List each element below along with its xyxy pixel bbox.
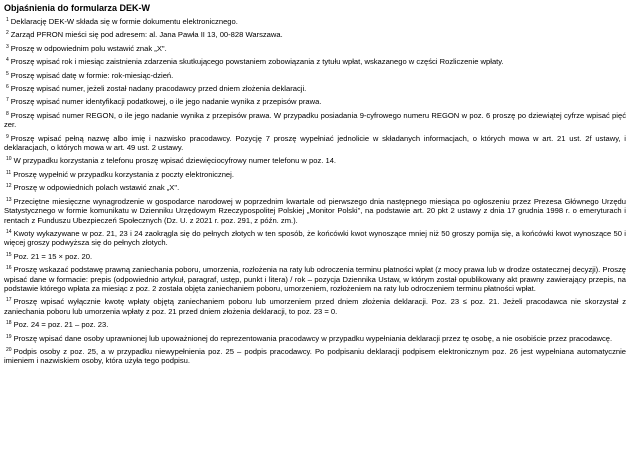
note-number: 10 — [6, 156, 12, 163]
note-text: Przeciętne miesięczne wynagrodzenie w gospodarce narodowej w poprzednim kwartale od pierwszego dnia następnego miesiąca po ogłoszeniu przez Prezesa Głównego Urzędu Statystycznego w formie komunikatu w Dzienniku Urzędowym Rzeczypospolitej Polskiej „Monitor Polski", na podstawie art. 20 pkt 2 ustawy z dnia 17 grudnia 1998 r. o emeryturach i rentach z Funduszu Ubezpieczeń Społecznych (Dz. U. z 2021 r. poz. 291, z późn. zm.). — [4, 196, 626, 225]
note-text: Poz. 21 = 15 × poz. 20. — [13, 251, 93, 261]
note-11 — [4, 170, 626, 179]
note-16 — [4, 265, 626, 293]
note-12 — [4, 183, 626, 192]
note-text: Proszę wpisać wyłącznie kwotę wpłaty objętą zaniechaniem poboru lub umorzeniem przed dniem złożenia deklaracji. Poz. 23 ≤ poz. 21. Jeżeli pracodawca nie skorzystał z zaniechania poboru lub umorzenia wpłaty z poz. 21 przed dniem złożenia deklaracji, to poz. 23 = 0. — [4, 297, 626, 316]
note-7 — [4, 97, 626, 106]
note-number: 3 — [6, 43, 9, 50]
note-number: 14 — [6, 228, 12, 235]
note-text: Proszę wpisać datę w formie: rok-miesiąc-dzień. — [10, 70, 174, 80]
note-text: Proszę wpisać numer REGON, o ile jego nadanie wynika z przepisów prawa. W przypadku posiadania 9-cyfrowego numeru REGON w poz. 6 proszę po dziewiątej cyfrze wpisać pięć zer. — [4, 110, 626, 130]
note-number: 19 — [6, 333, 12, 340]
note-number: 12 — [6, 183, 12, 190]
note-13 — [4, 197, 626, 225]
note-10 — [4, 156, 626, 165]
note-19 — [4, 334, 626, 343]
note-15 — [4, 252, 626, 261]
note-number: 16 — [6, 265, 12, 272]
note-number: 6 — [6, 84, 9, 91]
note-text: Proszę w odpowiednich polach wstawić znak „X". — [13, 183, 180, 193]
note-number: 7 — [6, 97, 9, 104]
note-number: 18 — [6, 320, 12, 327]
note-text: Proszę wpisać rok i miesiąc zaistnienia zdarzenia skutkującego powstaniem zobowiązania z tytułu wpłat, wskazanego w części Rozliczenie wpłaty. — [10, 57, 504, 67]
note-text: Proszę wpisać pełną nazwę albo imię i nazwisko pracodawcy. Pozycję 7 proszę wypełniać jednolicie w składanych informacjach, o których mowa w art. 21 ust. 2f ustawy, i deklaracjach, o których mowa w art. 49 ust. 2 ustawy. — [4, 133, 626, 153]
note-number: 17 — [6, 297, 12, 304]
note-5 — [4, 71, 626, 80]
note-9 — [4, 134, 626, 153]
note-18 — [4, 320, 626, 329]
note-text: Zarząd PFRON mieści się pod adresem: al. Jana Pawła II 13, 00-828 Warszawa. — [10, 30, 283, 40]
note-text: Kwoty wykazywane w poz. 21, 23 i 24 zaokrągla się do pełnych złotych w ten sposób, że końcówki kwot wynoszące mniej niż 50 groszy pomija się, a końcówki kwot wynoszące 50 i więcej groszy podwyższa się do pełnych złotych. — [4, 228, 626, 248]
note-number: 11 — [6, 169, 12, 176]
note-1 — [4, 17, 626, 26]
note-text: Proszę wskazać podstawę prawną zaniechania poboru, umorzenia, rozłożenia na raty lub odroczenia terminu płatności wpłat (z mocy prawa lub w drodze ostatecznej decyzji). Proszę wpisać dane w formacie: prepis (odpowiednio artykuł, paragraf, ustęp, punkt i litera) / rok – pozycja Dziennika Ustaw, w którym został opublikowany akt prawny zawierający przepis, na podstawie którego wpłata za miesiąc z poz. 2 została objęta zaniechaniem poboru, umorzeniem, rozłożeniem na raty lub odroczeniem terminu płatności wpłat. — [4, 265, 627, 293]
note-14 — [4, 229, 626, 248]
note-number: 15 — [6, 251, 12, 258]
note-3 — [4, 44, 626, 53]
note-number: 5 — [6, 70, 9, 77]
page-title: Objaśnienia do formularza DEK-W — [4, 3, 151, 13]
note-17 — [4, 297, 626, 316]
note-2 — [4, 30, 626, 39]
note-text: Proszę w odpowiednim polu wstawić znak „X". — [10, 43, 167, 53]
note-number: 20 — [6, 346, 12, 353]
note-text: Poz. 24 = poz. 21 – poz. 23. — [13, 320, 109, 330]
note-text: Proszę wpisać numer identyfikacji podatkowej, o ile jego nadanie wynika z przepisów prawa. — [10, 97, 322, 107]
note-number: 1 — [6, 17, 9, 23]
note-4 — [4, 57, 626, 66]
note-number: 2 — [6, 30, 9, 37]
note-number: 9 — [6, 133, 9, 140]
note-text: W przypadku korzystania z telefonu proszę wpisać dziewięciocyfrowy numer telefonu w poz. 14. — [13, 156, 337, 166]
note-text: Podpis osoby z poz. 25, a w przypadku niewypełnienia poz. 25 – podpis pracodawcy. Po podpisaniu deklaracji podpisem elektronicznym poz. 26 jest wypełniana automatycznie imieniem i nazwiskiem osoby, która użyła tego podpisu. — [4, 346, 626, 366]
note-text: Deklarację DEK-W składa się w formie dokumentu elektronicznego. — [10, 17, 238, 26]
note-text: Proszę wpisać numer, jeżeli został nadany pracodawcy przed dniem złożenia deklaracji. — [10, 84, 307, 94]
note-number: 13 — [6, 196, 12, 203]
note-number: 8 — [6, 110, 9, 117]
note-6 — [4, 84, 626, 93]
note-20 — [4, 347, 626, 366]
note-8 — [4, 111, 626, 130]
note-number: 4 — [6, 57, 9, 64]
note-text: Proszę wpisać dane osoby uprawnionej lub upoważnionej do reprezentowania pracodawcy w przypadku wypełniania deklaracji przez tę osobę, a nie osobiście przez pracodawcę. — [13, 333, 613, 343]
note-text: Proszę wypełnić w przypadku korzystania z poczty elektronicznej. — [13, 169, 234, 179]
